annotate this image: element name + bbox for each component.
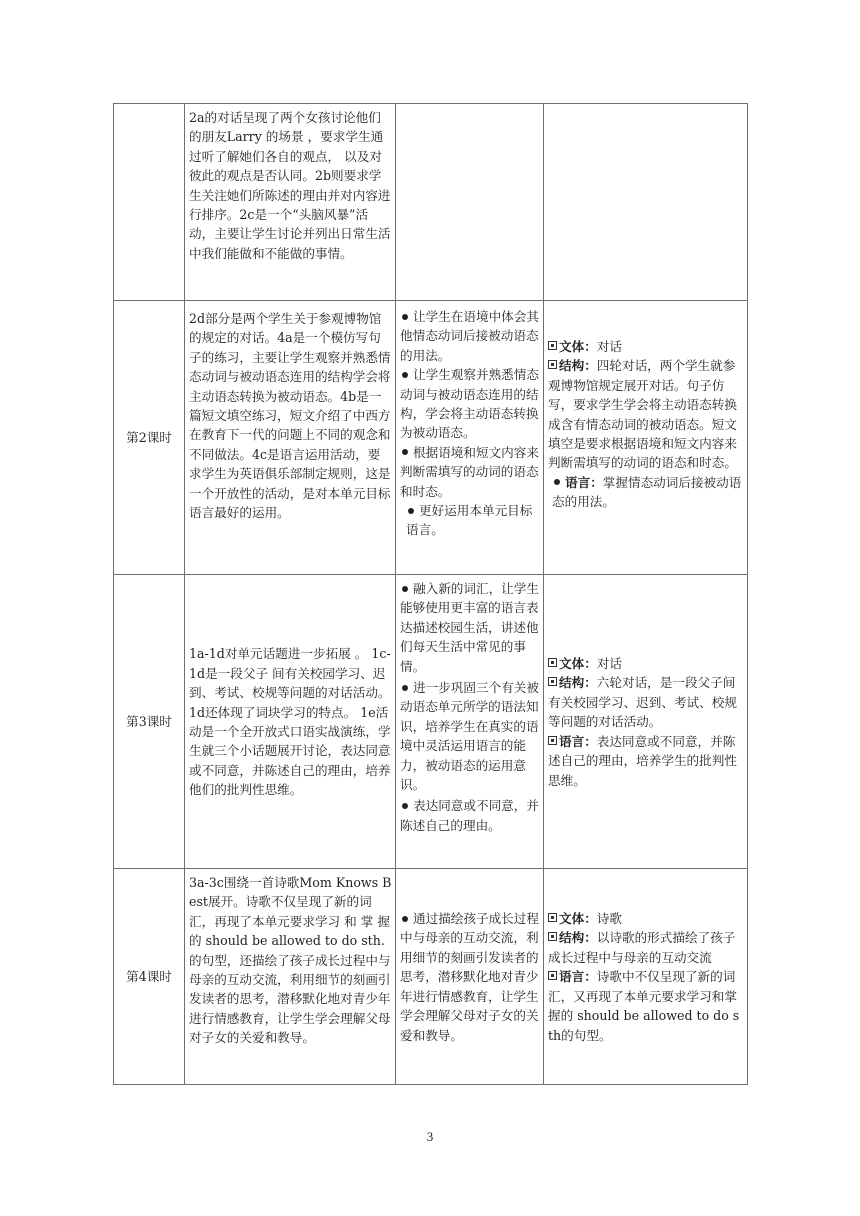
field-marker-icon <box>548 932 557 941</box>
content-cell: 1a-1d对单元话题进一步拓展 。 1c-1d是一段父子 间有关校园学习、迟到、考试、校规等问题的对话活动。 1d还体现了词块学习的特点。 1e活动是一个全开放式口语实战演练，学生就三个小话题展开讨论，表达同意或不同意，并陈述自己的理由，培养他们的批判性思维。 <box>185 575 396 869</box>
goals-cell <box>396 104 544 301</box>
table-row <box>114 301 748 575</box>
goal-item: 进一步巩固三个有关被动语态单元所学的语法知识，培养学生在真实的语境中灵活运用语言的能力，被动语态的运用意识。 <box>400 680 539 793</box>
field-marker-icon <box>548 658 557 667</box>
analysis-structure: 结构：以诗歌的形式描绘了孩子成长过程中与母亲的互动交流 <box>548 930 736 965</box>
analysis-cell <box>544 869 748 1085</box>
analysis-structure: 结构：四轮对话，两个学生就参观博物馆规定展开对话。句子仿写，要求学生学会将主动语态转换成含有情态动词的被动语态。短文填空是要求根据语境和短文内容来判断需填写的动词的语态和时态。 <box>548 358 737 471</box>
goals-cell <box>396 575 544 869</box>
bullet-icon <box>402 449 408 455</box>
table-row <box>114 575 748 869</box>
lesson-plan-table <box>113 103 748 1085</box>
bullet-icon <box>402 372 408 378</box>
content-cell: 2d部分是两个学生关于参观博物馆的规定的对话。4a是一个模仿写句子的练习，主要让学生观察并熟悉情态动词与被动语态连用的结构学会将主动语态转换为被动语态。4b是一篇短文填空练习，短文介绍了中西方在教育下一代的问题上不同的观念和不同做法。4c是语言运用活动，要求学生为英语俱乐部制定规则，这是一个开放性的活动，是对本单元目标语言最好的运用。 <box>185 301 396 575</box>
bullet-icon <box>402 803 408 809</box>
content-cell: 3a-3c围绕一首诗歌Mom Knows Best展开。诗歌不仅呈现了新的词汇，再现了本单元要求学习 和 掌 握 的 should be allowed to do sth. 的句型，还描绘了孩子成长过程中与母亲的互动交流，利用细节的刻画引发读者的思考，潜移默化地对青少年进行情感教育，让学生学会理解父母对子女的关爱和教导。 <box>185 869 396 1085</box>
lesson-cell <box>114 104 185 301</box>
field-marker-icon <box>548 360 557 369</box>
analysis-cell <box>544 575 748 869</box>
field-marker-icon <box>548 913 557 922</box>
bullet-icon <box>402 314 408 320</box>
lesson-cell: 第3课时 <box>114 575 185 869</box>
bullet-icon <box>408 508 414 514</box>
analysis-genre: 文体：对话 <box>548 654 744 673</box>
bullet-icon <box>402 916 408 922</box>
bullet-icon <box>402 685 408 691</box>
field-marker-icon <box>548 677 557 686</box>
goal-item: 表达同意或不同意，并陈述自己的理由。 <box>400 798 539 833</box>
field-marker-icon <box>548 971 557 980</box>
analysis-cell <box>544 301 748 575</box>
bullet-icon <box>402 586 408 592</box>
analysis-cell <box>544 104 748 301</box>
goal-item: 让学生观察并熟悉情态动词与被动语态连用的结构，学会将主动语态转换为被动语态。 <box>400 367 539 441</box>
content-cell: 2a的对话呈现了两个女孩讨论他们 的朋友Larry 的场景 ，要求学生通过听了解她们各自的观点， 以及对彼此的观点是否认同。2b则要求学生关注她们所陈述的理由并对内容进行排序。2c是一个“头脑风暴”活动，主要让学生讨论并列出日常生活中我们能做和不能做的事情。 <box>185 104 396 301</box>
field-marker-icon <box>548 736 557 745</box>
goal-item: 让学生在语境中体会其他情态动词后接被动语态的用法。 <box>400 309 539 363</box>
analysis-language: 语言：表达同意或不同意，并陈述自己的理由，培养学生的批判性思维。 <box>548 733 737 788</box>
goal-item: 融入新的词汇，让学生能够使用更丰富的语言表达描述校园生活，讲述他们每天生活中常见的事情。 <box>400 581 539 674</box>
table-row <box>114 869 748 1085</box>
lesson-cell: 第4课时 <box>114 869 185 1085</box>
field-marker-icon <box>548 341 557 350</box>
analysis-language: 语言：诗歌中不仅呈现了新的词汇，又再现了本单元要求学习和掌握的 should be allowed to do sth的句型。 <box>548 969 740 1043</box>
goal-item: 通过描绘孩子成长过程中与母亲的互动交流，利用细节的刻画引发读者的思考，潜移默化地对青少年进行情感教育，让学生学会理解父母对子女的关爱和教导。 <box>400 911 539 1043</box>
goal-item: 根据语境和短文内容来判断需填写的动词的语态和时态。 <box>400 444 539 499</box>
goals-cell <box>396 301 544 575</box>
lesson-cell: 第2课时 <box>114 301 185 575</box>
goal-item: 更好运用本单元目标语言。 <box>406 503 533 538</box>
goals-cell <box>396 869 544 1085</box>
analysis-structure: 结构：六轮对话，是一段父子间有关校园学习、迟到、考试、校规等问题的对话活动。 <box>548 675 737 730</box>
analysis-language: 语言：掌握情态动词后接被动语态的用法。 <box>552 474 742 510</box>
table-row <box>114 104 748 301</box>
page-number: 3 <box>426 1129 434 1144</box>
analysis-genre: 文体：对话 <box>548 337 744 356</box>
bullet-icon <box>554 479 560 485</box>
analysis-genre: 文体：诗歌 <box>548 909 744 928</box>
